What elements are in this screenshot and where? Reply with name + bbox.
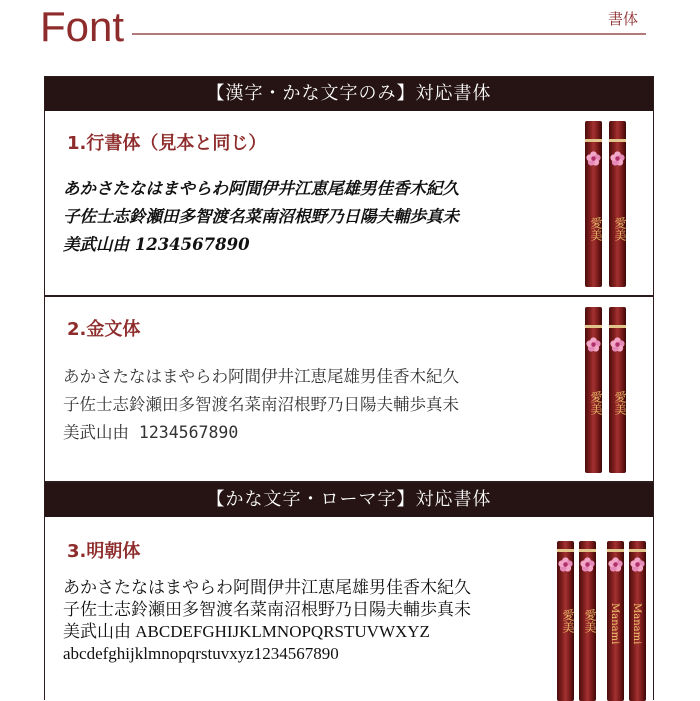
engraved-name: 愛美 bbox=[583, 609, 597, 633]
kana-roman-panel bbox=[44, 482, 654, 700]
font-section-gyosho bbox=[45, 111, 653, 295]
panel-banner: 【かな文字・ローマ字】対応書体 bbox=[45, 483, 653, 517]
engraved-name: 愛美 bbox=[613, 217, 627, 241]
flower-icon bbox=[610, 151, 625, 166]
engraved-name: 愛美 bbox=[561, 609, 575, 633]
chopstick bbox=[557, 541, 574, 701]
engraved-name: 愛美 bbox=[589, 217, 603, 241]
chopstick bbox=[609, 121, 626, 287]
sample-line: 美武山由 ABCDEFGHIJKLMNOPQRSTUVWXYZ bbox=[63, 622, 430, 641]
sample-line: 美武山由 1234567890 bbox=[63, 423, 239, 442]
engraved-name: Manami bbox=[631, 603, 642, 645]
flower-icon bbox=[610, 337, 625, 352]
sample-line: あかさたなはまやらわ阿間伊井江恵尾雄男佳香木紀久 bbox=[63, 367, 459, 386]
chopstick bbox=[579, 541, 596, 701]
chopstick-band bbox=[609, 325, 626, 328]
chopsticks-image bbox=[557, 541, 653, 701]
flower-icon bbox=[580, 557, 595, 572]
engraved-name: Manami bbox=[609, 603, 620, 645]
chopstick bbox=[607, 541, 624, 701]
page-subtitle: 書体 bbox=[607, 10, 638, 28]
sample-line: abcdefghijklmnopqrstuvxyz1234567890 bbox=[63, 644, 339, 663]
font-section-mincho bbox=[45, 517, 653, 701]
sample-line: 美武山由 1234567890 bbox=[63, 235, 250, 254]
chopstick bbox=[585, 307, 602, 473]
chopstick-band bbox=[585, 139, 602, 142]
kanji-kana-panel bbox=[44, 76, 654, 482]
section-title: 2.金文体 bbox=[67, 319, 141, 340]
sample-line: 子佐士志鈴瀬田多智渡名菜南沼根野乃日陽夫輔歩真未 bbox=[63, 600, 471, 619]
chopsticks-image bbox=[585, 121, 635, 287]
chopstick-band bbox=[607, 549, 624, 552]
font-section-kinbun bbox=[45, 297, 653, 481]
sample-line: あかさたなはまやらわ阿間伊井江恵尾雄男佳香木紀久 bbox=[63, 179, 459, 198]
section-title: 1.行書体（見本と同じ） bbox=[67, 133, 267, 154]
engraved-name: 愛美 bbox=[589, 391, 603, 415]
font-sample bbox=[63, 175, 459, 259]
chopstick bbox=[629, 541, 646, 701]
chopstick-band bbox=[629, 549, 646, 552]
font-sample bbox=[63, 363, 459, 447]
page-header bbox=[0, 0, 700, 60]
chopstick-band bbox=[557, 549, 574, 552]
sample-line: 子佐士志鈴瀬田多智渡名菜南沼根野乃日陽夫輔歩真未 bbox=[63, 207, 459, 226]
chopstick-band bbox=[585, 325, 602, 328]
flower-icon bbox=[558, 557, 573, 572]
chopsticks-image bbox=[585, 307, 635, 473]
chopstick bbox=[585, 121, 602, 287]
chopstick-band bbox=[579, 549, 596, 552]
panel-banner: 【漢字・かな文字のみ】対応書体 bbox=[45, 77, 653, 111]
page-title: Font bbox=[40, 3, 125, 50]
title-rule bbox=[132, 33, 646, 35]
chopstick bbox=[609, 307, 626, 473]
flower-icon bbox=[608, 557, 623, 572]
section-title: 3.明朝体 bbox=[67, 541, 141, 562]
engraved-name: 愛美 bbox=[613, 391, 627, 415]
flower-icon bbox=[586, 337, 601, 352]
sample-line: あかさたなはまやらわ阿間伊井江恵尾雄男佳香木紀久 bbox=[63, 578, 471, 597]
flower-icon bbox=[586, 151, 601, 166]
chopstick-band bbox=[609, 139, 626, 142]
font-sample bbox=[63, 577, 471, 665]
flower-icon bbox=[630, 557, 645, 572]
sample-line: 子佐士志鈴瀬田多智渡名菜南沼根野乃日陽夫輔歩真未 bbox=[63, 395, 459, 414]
